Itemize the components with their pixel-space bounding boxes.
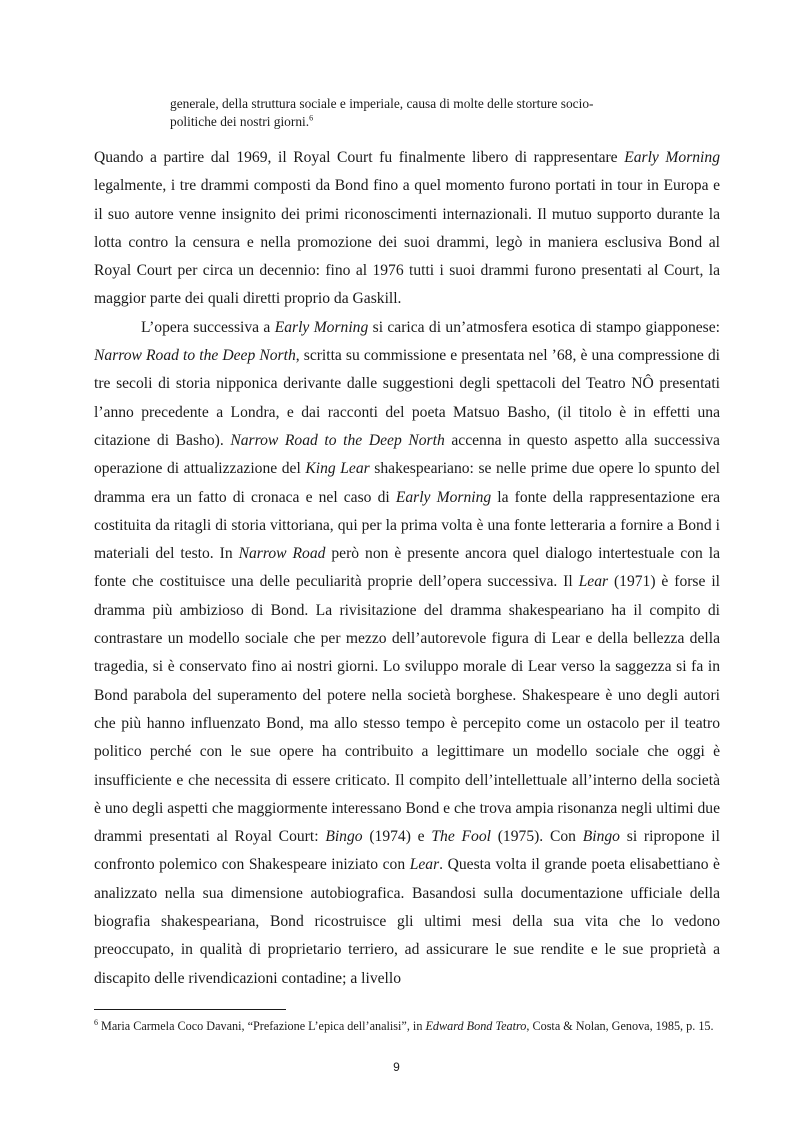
footnote: $^6$ Maria Carmela Coco Davani, “Prefazione L’epica dell’analisi”, in Edward Bond Teatro, Costa & Nolan, Genova, 1985, p. 15. (94, 1017, 714, 1033)
block-quote (170, 95, 650, 131)
quote-line-1: generale, della struttura sociale e imperiale, causa di molte delle storture socio- (170, 96, 594, 111)
body-text (94, 144, 720, 993)
footnote-number: 6 (94, 1017, 98, 1027)
paragraph: Quando a partire dal 1969, il Royal Court fu finalmente libero di rappresentare Early Morning legalmente, i tre drammi composti da Bond fino a quel momento furono portati in tour in Europa e il suo autore venne insignito dei primi riconoscimenti internazionali. Il mutuo supporto durante la lotta contro la censura e nella promozione dei suoi drammi, legò in maniera esclusiva Bond al Royal Court per circa un decennio: fino al 1976 tutti i suoi drammi furono presentati al Court, la maggior parte dei quali diretti proprio da Gaskill. (94, 149, 720, 308)
paragraph: L’opera successiva a Early Morning si carica di un’atmosfera esotica di stampo giapponese: Narrow Road to the Deep North, scritta su commissione e presentata nel ’68, è una compressione di tre secoli di storia nipponica derivante dalle suggestioni degli spettacoli del Teatro NÔ presentati l’anno precedente a Londra, e dai racconti del poeta Matsuo Basho, (il titolo è in effetti una citazione di Basho). Narrow Road to the Deep North accenna in questo aspetto alla successiva operazione di attualizzazione del King Lear shakespeariano: se nelle prime due opere lo spunto del dramma era un fatto di cronaca e nel caso di Early Morning la fonte della rappresentazione era costituita da ritagli di storia vittoriana, qui per la prima volta è una fonte letteraria a fornire a Bond i materiali del testo. In Narrow Road però non è presente ancora quel dialogo intertestuale con la fonte che costituisce una delle peculiarità proprie dell’opera successiva. Il Lear (1971) è forse il dramma più ambizioso di Bond. La rivisitazione del dramma shakespeariano ha il compito di contrastare un modello sociale che per mezzo dell’autorevole figura di Lear e della bellezza della tragedia, si è conservato fino ai nostri giorni. Lo sviluppo morale di Lear verso la saggezza si fa in Bond parabola del superamento del potere nella società borghese. Shakespeare è uno degli autori che più hanno influenzato Bond, ma allo stesso tempo è percepito come un ostacolo per il teatro politico perché con le sue opere ha contribuito a legittimare un modello sociale che oggi è insufficiente e che necessita di essere criticato. Il compito dell’intellettuale all’interno della società è uno degli aspetti che maggiormente interessano Bond e che trova ampia risonanza negli ultimi due drammi presentati al Royal Court: Bingo (1974) e The Fool (1975). Con Bingo si ripropone il confronto polemico con Shakespeare iniziato con Lear. Questa volta il grande poeta elisabettiano è analizzato nella sua dimensione autobiografica. Basandosi sulla documentazione ufficiale della biografia shakespeariana, Bond ricostruisce gli ultimi mesi della sua vita che lo vedono preoccupato, in qualità di proprietario terriero, ad assicurare le sue rendite e le sue proprietà a discapito delle rivendicazioni contadine; a livello (94, 318, 720, 987)
page-number: 9 (393, 1060, 400, 1074)
footnote-separator (94, 1009, 286, 1010)
quote-line-2: politiche dei nostri giorni. (170, 114, 310, 129)
footnote-reference[interactable]: 6 (309, 113, 314, 123)
